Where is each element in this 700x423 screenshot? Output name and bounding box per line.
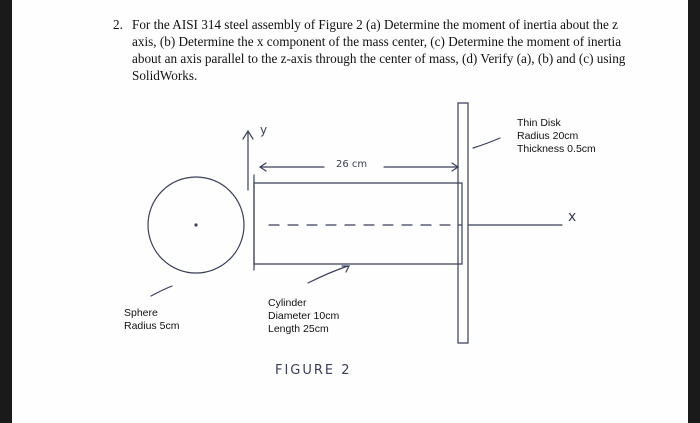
disk-title: Thin Disk <box>517 117 561 129</box>
sphere-leader <box>151 286 172 296</box>
question-number: 2. <box>113 17 123 32</box>
sphere-title: Sphere <box>124 307 158 319</box>
y-axis-label: y <box>260 123 268 137</box>
disk-leader <box>473 138 500 148</box>
disk-radius: Radius 20cm <box>517 130 579 142</box>
figure-drawing <box>12 0 688 423</box>
sphere-radius: Radius 5cm <box>124 320 180 332</box>
cylinder-leader <box>308 266 348 283</box>
cylinder-diameter: Diameter 10cm <box>268 310 340 322</box>
cylinder-length: Length 25cm <box>268 323 329 335</box>
x-axis-label: x <box>568 209 577 225</box>
disk-label <box>517 117 596 156</box>
question-text: For the AISI 314 steel assembly of Figure 2 (a) Determine the moment of inertia about the z axis, (b) Determine the x component of the mass center, (c) Determine the moment of inertia about an axis parallel to the z-axis through the center of mass, (d) Verify (a), (b) and (c) using SolidWorks. <box>132 17 626 83</box>
disk-thickness: Thickness 0.5cm <box>517 143 596 155</box>
sphere-center-dot <box>194 223 197 226</box>
cylinder-title: Cylinder <box>268 297 307 309</box>
cylinder-label <box>268 297 339 336</box>
cylinder-outline <box>254 183 462 264</box>
document-page <box>12 0 688 423</box>
dimension-label: 26 cm <box>336 159 368 170</box>
figure-caption: FIGURE 2 <box>275 363 352 378</box>
disk-outline <box>458 103 468 343</box>
sphere-label <box>124 307 179 333</box>
